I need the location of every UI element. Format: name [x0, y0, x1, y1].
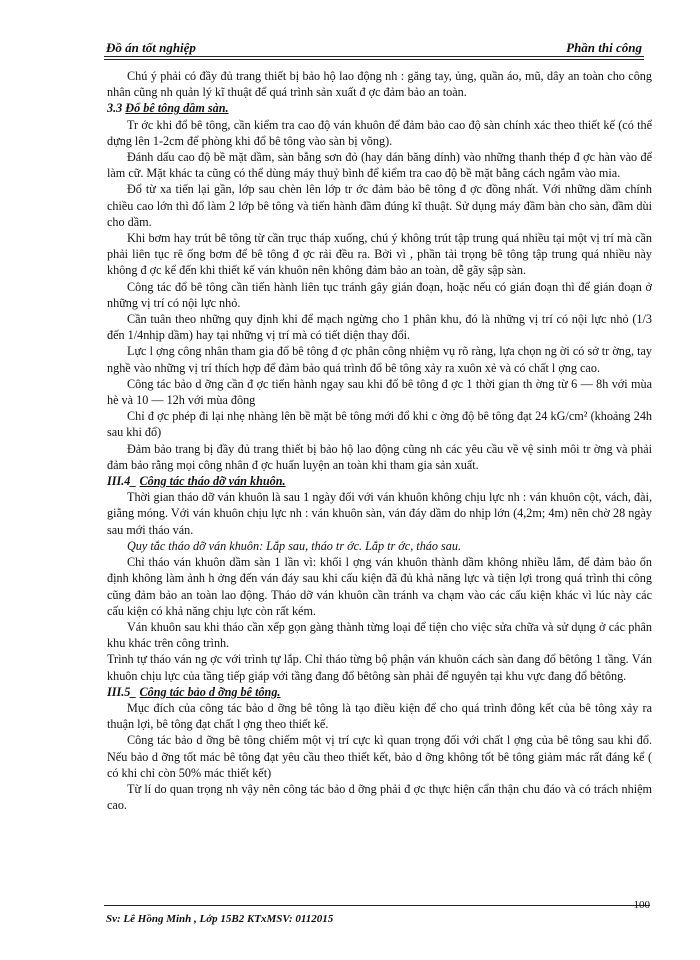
section-heading [107, 473, 652, 489]
paragraph: Cần tuân theo những quy định khi để mạch ngừng cho 1 phân khu, đó là những vị trí có nội lực nhỏ (1/3 đến 1/4nhịp dầm) hay tại những vị trí mà có tiết diện thay đổi. [107, 312, 652, 343]
paragraph: Chỉ tháo ván khuôn dầm sàn 1 lần vì: khối l ợng ván khuôn thành dầm không nhiều lắm, để đảm bảo ổn định không làm ảnh h ởng đến ván đáy sau khi cấu kiện đã đủ khả năng lực và tiện lợi trong quá trình thi công cũng đảm bảo an toàn lao động. Tháo dỡ ván khuôn cần tránh va chạm vào các cấu kiện khác vì lúc này các cấu kiện có khả năng chịu lực còn rất kém. [107, 555, 652, 618]
section-title: Đổ bê tông dầm sàn. [125, 101, 229, 116]
paragraph: Tr ớc khi đổ bê tông, cần kiểm tra cao độ ván khuôn để đảm bảo cao độ sàn chính xác theo thiết kế (có thể dựng lên 1-2cm để phòng khi đổ bê tông vào sàn bị võng). [107, 117, 652, 148]
header-left: Đồ án tốt nghiệp [106, 40, 196, 55]
rule-note: Quy tắc tháo dỡ ván khuôn: Lắp sau, tháo tr ớc. Lắp tr ớc, tháo sau. [127, 538, 462, 553]
section-title: Công tác bảo d ỡng bê tông. [139, 684, 281, 699]
section-number: III.5_ [107, 684, 137, 699]
paragraph: Công tác bảo d ỡng cần đ ợc tiến hành ngay sau khi đổ bê tông đ ợc 1 thời gian th ờng từ 6 — 8h với mùa hè và 10 — 12h với mùa đông [107, 376, 652, 408]
paragraph: Đảm bảo trang bị đầy đủ trang thiết bị bảo hộ lao động cũng nh các yêu cầu về vệ sinh môi tr ờng và phải đảm bảo rằng mọi công nhân đ ợc huấn luyện an toàn khi tham gia sản xuất. [107, 441, 652, 472]
paragraph: Đổ từ xa tiến lại gần, lớp sau chèn lên lớp tr ớc đảm bảo bê tông đ ợc đồng nhất. Với những dầm chính chiều cao lớn thì đổ làm 2 lớp bê tông và tiến hành đầm đúng kĩ thuật. Sử dụng máy đầm bàn cho sàn, đầm dùi cho dầm. [107, 182, 652, 229]
paragraph: Đánh dấu cao độ bề mặt dầm, sàn bằng sơn đỏ (hay dán băng dính) vào những thanh thép đ ợc hàn vào để làm cữ. Mặt khác ta cũng có thể dùng máy thuỷ bình để kiểm tra cao độ bề mặt bằng cách ngắm vào mia. [107, 150, 652, 181]
paragraph: Chú ý phải có đầy đủ trang thiết bị bảo hộ lao động nh : găng tay, ủng, quần áo, mũ, dây an toàn cho công nhân cũng nh quản lý kĩ thuật để quá trình sản xuất đ ợc đảm bảo an toàn. [107, 69, 652, 100]
paragraph: Thời gian tháo dỡ ván khuôn là sau 1 ngày đối với ván khuôn không chịu lực nh : ván khuôn cột, vách, đài, giằng móng. Với ván khuôn chịu lực nh : ván khuôn sàn, ván đáy dầm do nhịp lớn (4,2m; 4m) nên chờ 28 ngày sau mới tháo ván. [107, 490, 652, 537]
paragraph: Chỉ đ ợc phép đi lại nhẹ nhàng lên bề mặt bê tông mới đổ khi c ờng độ bê tông đạt 24 kG/cm² (khoảng 24h sau khi đổ) [107, 409, 652, 440]
paragraph: Công tác bảo d ỡng bê tông chiếm một vị trí cực kì quan trọng đối với chất l ợng của bê tông sau khi đổ. Nếu bảo d ỡng tốt mác bê tông đạt yêu cầu theo thiết kết, bảo d ỡng không tốt bê tông giảm mác rất đáng kể ( có khi chỉ còn 50% mác thiết kết) [107, 733, 652, 780]
paragraph: Từ lí do quan trọng nh vậy nên công tác bảo d ỡng phải đ ợc thực hiện cẩn thận chu đáo và có trách nhiệm cao. [107, 781, 652, 813]
footer-rule [104, 905, 650, 906]
page-header [104, 38, 644, 58]
page-number: 100 [633, 899, 650, 911]
paragraph: Ván khuôn sau khi tháo cần xếp gọn gàng thành từng loại để tiện cho việc sửa chữa và sử dụng ở các phân khu khác trên công trình. [107, 619, 652, 651]
section-number: III.4_ [107, 474, 137, 489]
section-title: Công tác tháo dỡ ván khuôn. [139, 474, 286, 489]
section-heading [107, 100, 652, 116]
document-body [107, 68, 652, 813]
header-rule [104, 56, 644, 57]
paragraph: Trình tự tháo ván ng ợc với trình tự lắp. Chỉ tháo từng bộ phận ván khuôn cách sàn đang đổ bêtông 1 tầng. Ván khuôn chịu lực của tầng tiếp giáp với tầng đang đổ bêtông sàn phải để nguyên tại khu vực đang đổ bêtông. [107, 652, 652, 683]
header-right: Phần thi công [566, 40, 642, 55]
section-number: 3.3 [107, 101, 123, 116]
paragraph: Công tác đổ bê tông cần tiến hành liên tục tránh gây gián đoạn, hoặc nếu có gián đoạn thì để gián đoạn ở những vị trí có nội lực nhỏ. [107, 279, 652, 310]
paragraph: Khi bơm hay trút bê tông từ cần trục tháp xuống, chú ý không trút tập trung quá nhiều tại một vị trí mà cần phải liên tục rê ống bơm để bê tông đ ợc rải đều ra. Bởi vì , phần tải trọng bê tông tập trung quá nhiều này không đ ợc kể đến khi thiết kế ván khuôn nên không đảm bảo an toàn, dễ gãy sập sàn. [107, 231, 652, 278]
paragraph: Mục đích của công tác bảo d ỡng bê tông là tạo điều kiện để cho quá trình đông kết của bê tông xảy ra thuận lợi, bê tông đạt chất l ợng theo thiết kế. [107, 700, 652, 732]
section-heading [107, 684, 652, 700]
page-footer [104, 899, 650, 935]
paragraph: Lực l ợng công nhân tham gia đổ bê tông đ ợc phân công nhiệm vụ rõ ràng, lựa chọn ng ời có sở tr ờng, tay nghề vào những vị trí thích hợp để đảm bảo quá trình đổ bê tông xảy ra xuôn xẻ và có chất l ợng cao. [107, 344, 652, 375]
footer-student: Sv: Lê Hồng Minh , Lớp 15B2 KTxMSV: 0112015 [106, 913, 334, 925]
header-rule-thin [104, 59, 644, 60]
